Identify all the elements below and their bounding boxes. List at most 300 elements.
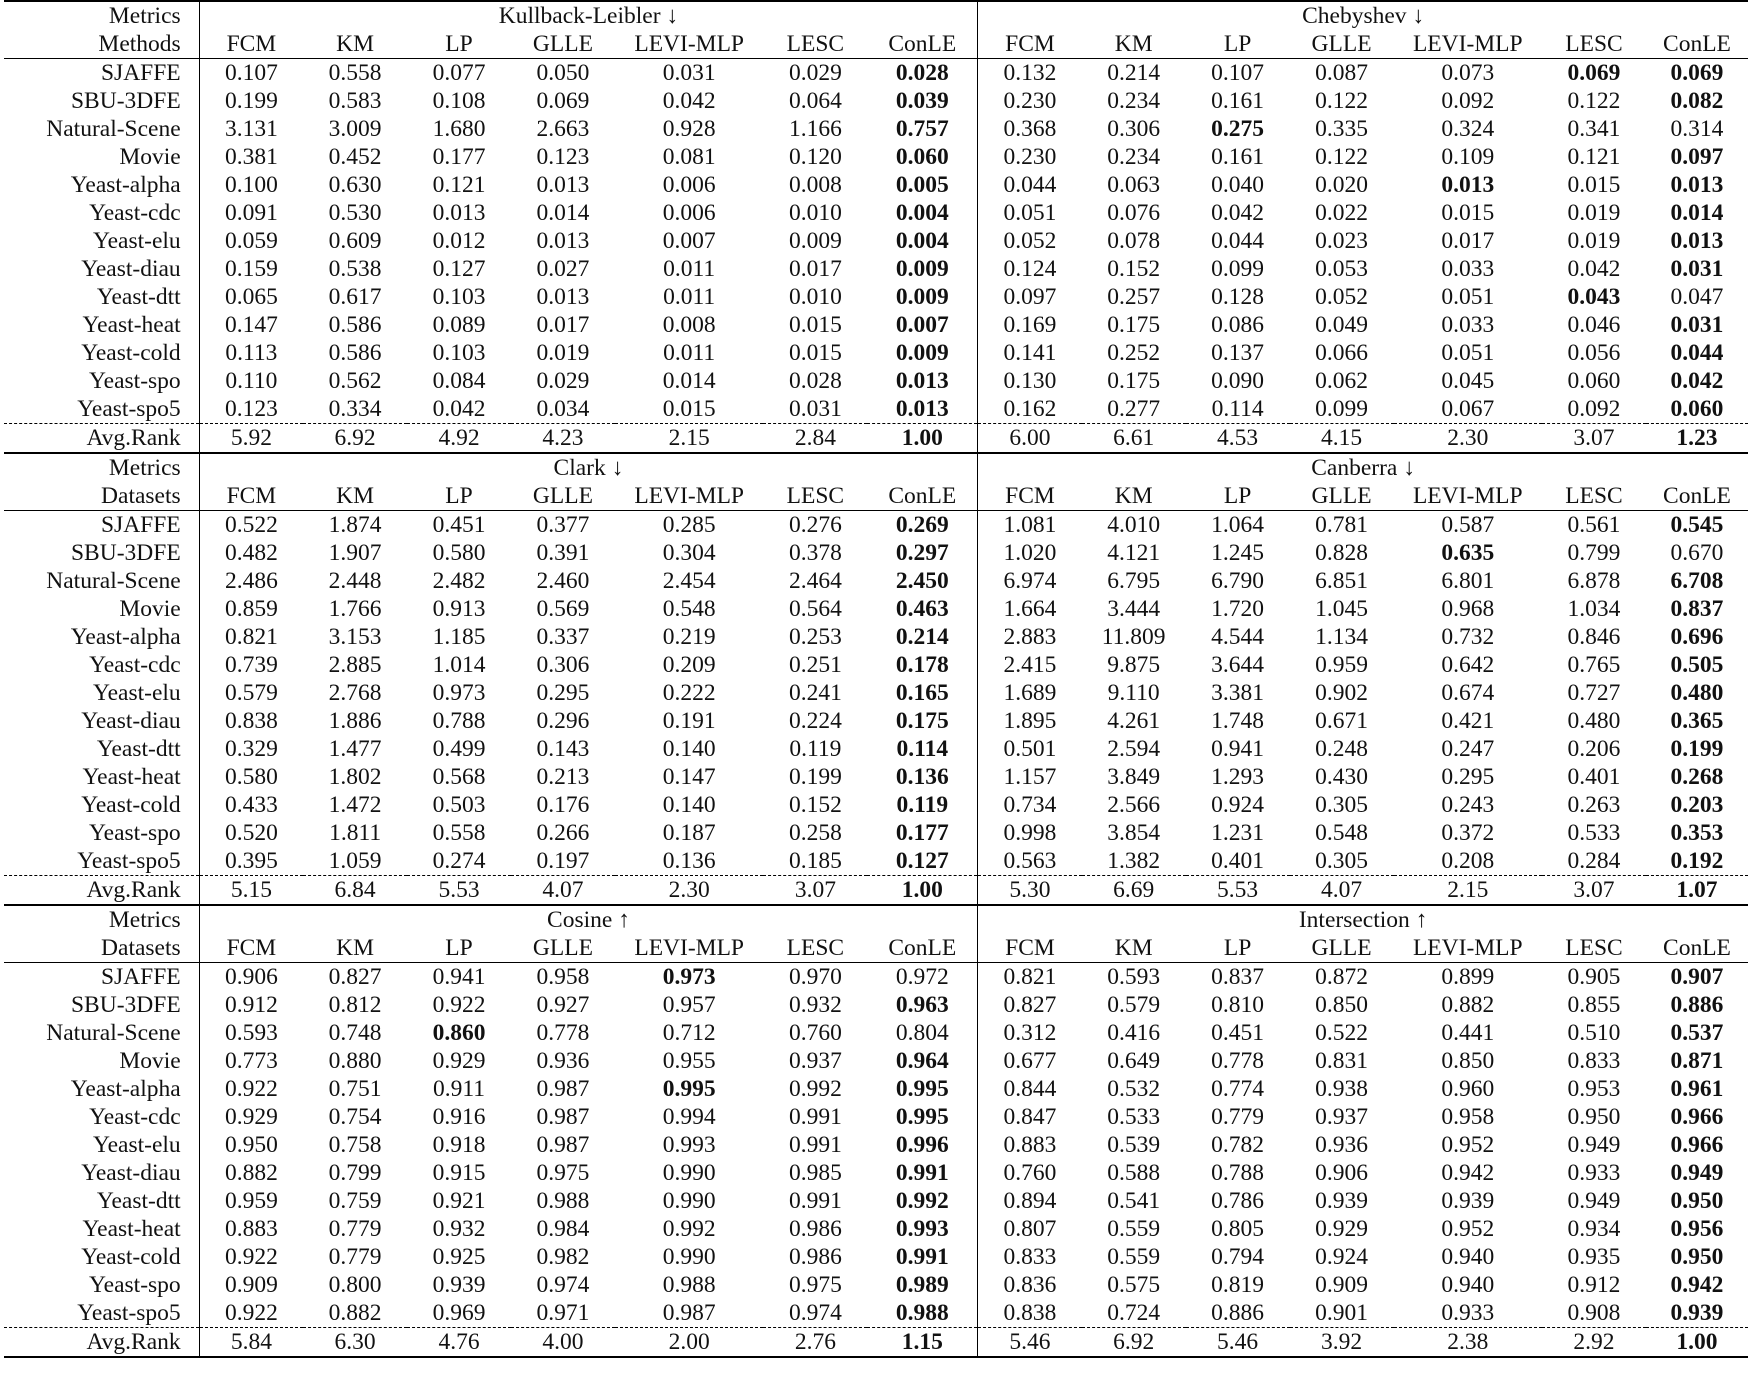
method-header-cell: KM [1082,482,1186,511]
metric-title-left: Cosine ↑ [199,905,978,934]
value-cell: 1.382 [1107,848,1161,874]
best-value: 0.044 [1670,340,1724,366]
value-cell: 0.062 [1315,368,1368,394]
dataset-name: Yeast-cdc [4,651,199,679]
value-cell: 0.899 [1441,964,1495,990]
value-cell: 0.988 [536,1188,590,1214]
value-cell: 0.855 [1567,992,1621,1018]
value-cell: 0.177 [432,144,486,170]
value-cell: 0.161 [1211,88,1265,114]
method-header-cell: LESC [1542,934,1646,963]
avg-rank-cell [1646,1328,1748,1358]
value-cell: 0.140 [662,736,716,762]
best-value: 0.297 [895,540,949,566]
value-cell [1646,87,1748,115]
value-cell: 2.768 [328,680,382,706]
best-value: 0.995 [662,1076,716,1102]
value-cell: 0.969 [432,1300,486,1326]
value-cell: 0.760 [1003,1160,1057,1186]
value-cell: 0.987 [536,1076,590,1102]
best-value: 0.964 [895,1048,949,1074]
value-cell [867,339,977,367]
value-cell: 0.019 [1567,228,1621,254]
best-value: 0.480 [1670,680,1724,706]
value-cell [867,1103,977,1131]
best-value: 0.009 [895,340,949,366]
value-cell: 0.114 [1211,396,1264,422]
best-value: 0.127 [895,848,949,874]
value-cell: 0.938 [1315,1076,1368,1102]
value-cell: 0.110 [225,368,278,394]
value-cell: 0.617 [328,284,382,310]
best-value: 0.635 [1441,540,1495,566]
value-cell: 1.802 [328,764,382,790]
best-value: 0.995 [895,1104,949,1130]
value-cell: 0.779 [328,1244,382,1270]
table-row [4,1187,1748,1215]
value-cell: 0.324 [1441,116,1495,142]
best-value: 0.043 [1567,284,1621,310]
table-row [4,1075,1748,1103]
value-cell: 0.480 [1567,708,1621,734]
value-cell: 0.266 [536,820,590,846]
best-value: 0.199 [1670,736,1724,762]
value-cell: 0.882 [1441,992,1495,1018]
value-cell [867,143,977,171]
table-row [4,1299,1748,1328]
value-cell: 0.883 [224,1216,278,1242]
value-cell: 2.454 [662,568,716,594]
value-cell [1186,115,1290,143]
value-cell: 0.044 [1211,228,1265,254]
best-value: 0.966 [1670,1104,1724,1130]
value-cell: 0.109 [1441,144,1495,170]
best-value: 0.192 [1670,848,1724,874]
value-cell: 0.121 [432,172,486,198]
avg-rank-cell: 6.92 [303,424,407,454]
best-value: 0.039 [895,88,949,114]
value-cell: 0.949 [1567,1188,1621,1214]
value-cell: 0.734 [1003,792,1057,818]
value-cell: 2.482 [432,568,486,594]
value-cell [1646,227,1748,255]
value-cell: 0.091 [224,200,278,226]
value-cell: 0.031 [662,60,716,86]
value-cell: 0.199 [788,764,842,790]
value-cell: 2.415 [1003,652,1057,678]
value-cell: 0.765 [1567,652,1621,678]
value-cell: 0.782 [1211,1132,1265,1158]
value-cell: 0.306 [536,652,590,678]
value-cell: 0.850 [1441,1048,1495,1074]
value-cell: 6.974 [1003,568,1057,594]
value-cell: 0.482 [224,540,278,566]
value-cell: 0.252 [1107,340,1161,366]
value-cell: 0.850 [1315,992,1368,1018]
value-cell: 0.942 [1441,1160,1495,1186]
method-header-cell: LP [407,934,511,963]
value-cell: 0.140 [662,792,716,818]
row-header-label: Datasets [4,934,199,963]
dataset-name: Yeast-heat [4,763,199,791]
value-cell: 0.089 [432,312,486,338]
value-cell [867,255,977,283]
value-cell: 0.921 [432,1188,486,1214]
avg-rank-cell [867,1328,977,1358]
best-value: 0.505 [1670,652,1724,678]
method-header-cell: ConLE [867,482,977,511]
table-row [4,791,1748,819]
value-cell: 0.906 [1315,1160,1368,1186]
value-cell [867,1159,977,1187]
value-cell: 0.230 [1003,144,1057,170]
value-cell: 0.905 [1567,964,1621,990]
table-row [4,1243,1748,1271]
value-cell: 0.069 [536,88,590,114]
value-cell: 0.241 [788,680,842,706]
avg-rank-cell: 5.30 [978,876,1082,906]
value-cell: 0.013 [536,284,590,310]
value-cell: 1.081 [1003,512,1057,538]
row-header-label: Datasets [4,482,199,511]
value-cell: 0.214 [1107,60,1161,86]
value-cell: 0.588 [1107,1160,1161,1186]
value-cell: 0.100 [224,172,278,198]
value-cell: 0.009 [788,228,842,254]
avg-rank-cell: 3.07 [763,876,867,906]
table-row [4,1271,1748,1299]
method-header-cell: LEVI-MLP [615,482,764,511]
best-value: 0.860 [432,1020,486,1046]
best-value: 0.013 [895,368,949,394]
value-cell: 0.821 [224,624,278,650]
table-row [4,143,1748,171]
avg-rank-cell [1646,424,1748,454]
value-cell: 0.939 [1441,1188,1495,1214]
value-cell: 0.049 [1315,312,1368,338]
value-cell: 0.984 [536,1216,590,1242]
value-cell: 0.833 [1003,1244,1057,1270]
value-cell: 0.950 [224,1132,278,1158]
avg-rank-cell: 6.00 [978,424,1082,454]
value-cell: 0.990 [662,1188,716,1214]
value-cell: 0.548 [1315,820,1368,846]
value-cell [867,311,977,339]
method-header-cell: LP [407,482,511,511]
table-row [4,707,1748,735]
dataset-name: SBU-3DFE [4,991,199,1019]
value-cell [615,963,764,992]
value-cell: 0.011 [663,284,716,310]
value-cell: 0.972 [867,963,977,992]
best-avg-rank: 1.07 [1676,877,1718,903]
value-cell: 0.159 [224,256,278,282]
table-row [4,679,1748,707]
value-cell: 0.831 [1315,1048,1368,1074]
method-header-cell: KM [303,30,407,59]
value-cell: 1.014 [432,652,486,678]
value-cell: 0.807 [1003,1216,1057,1242]
best-value: 0.992 [895,1188,949,1214]
table-row [4,1103,1748,1131]
value-cell: 0.022 [1315,200,1368,226]
dataset-name: Yeast-cold [4,1243,199,1271]
value-cell: 4.261 [1107,708,1161,734]
value-cell: 0.421 [1441,708,1495,734]
avg-rank-cell [867,876,977,906]
value-cell [1646,1299,1748,1328]
best-value: 0.007 [895,312,949,338]
best-value: 0.949 [1670,1160,1724,1186]
value-cell: 0.819 [1211,1272,1265,1298]
value-cell: 0.263 [1567,792,1621,818]
value-cell: 0.097 [1003,284,1057,310]
value-cell: 0.838 [1003,1300,1057,1326]
value-cell: 0.958 [1441,1104,1495,1130]
value-cell [1646,1187,1748,1215]
value-cell: 0.090 [1211,368,1265,394]
value-cell: 0.175 [1107,312,1161,338]
best-value: 0.060 [1670,396,1724,422]
value-cell [867,651,977,679]
best-value: 0.177 [895,820,949,846]
value-cell: 0.916 [432,1104,486,1130]
value-cell: 6.878 [1567,568,1621,594]
best-value: 0.966 [1670,1132,1724,1158]
value-cell: 0.284 [1567,848,1621,874]
value-cell: 1.059 [328,848,382,874]
value-cell: 0.987 [536,1104,590,1130]
avg-rank-cell: 4.07 [1290,876,1394,906]
value-cell: 0.968 [1441,596,1495,622]
value-cell: 0.113 [225,340,278,366]
value-cell: 0.086 [1211,312,1265,338]
value-cell [867,59,977,88]
value-cell: 0.674 [1441,680,1495,706]
metric-title-left: Kullback-Leibler ↓ [199,1,978,30]
value-cell: 0.052 [1003,228,1057,254]
best-value: 0.963 [895,992,949,1018]
value-cell: 0.579 [1107,992,1161,1018]
value-cell: 0.132 [1003,60,1057,86]
value-cell: 3.381 [1211,680,1265,706]
value-cell: 0.758 [328,1132,382,1158]
value-cell: 0.779 [1211,1104,1265,1130]
avg-rank-label: Avg.Rank [4,424,199,454]
avg-rank-cell: 3.92 [1290,1328,1394,1358]
value-cell: 0.122 [1567,88,1621,114]
value-cell: 0.933 [1441,1300,1495,1326]
method-header-cell: FCM [978,30,1082,59]
value-cell: 0.902 [1315,680,1368,706]
value-cell: 0.559 [1107,1244,1161,1270]
value-cell: 0.974 [788,1300,842,1326]
value-cell: 0.953 [1567,1076,1621,1102]
value-cell: 1.895 [1003,708,1057,734]
avg-rank-label: Avg.Rank [4,876,199,906]
value-cell [1646,171,1748,199]
dataset-name: Yeast-alpha [4,171,199,199]
avg-rank-cell: 2.92 [1542,1328,1646,1358]
value-cell: 1.766 [328,596,382,622]
avg-rank-row [4,1328,1748,1358]
best-value: 0.995 [895,1076,949,1102]
value-cell: 0.975 [788,1272,842,1298]
value-cell: 0.922 [224,1244,278,1270]
value-cell: 0.274 [432,848,486,874]
avg-rank-cell: 4.00 [511,1328,615,1358]
value-cell: 0.401 [1567,764,1621,790]
value-cell: 0.099 [1315,396,1368,422]
value-cell: 0.296 [536,708,590,734]
value-cell: 0.993 [662,1132,716,1158]
method-header-cell: ConLE [867,934,977,963]
value-cell: 0.013 [536,228,590,254]
best-value: 0.165 [895,680,949,706]
value-cell: 0.391 [536,540,590,566]
value-cell [867,595,977,623]
value-cell [1646,367,1748,395]
best-value: 0.950 [1670,1188,1724,1214]
value-cell: 0.050 [536,60,590,86]
table-row [4,735,1748,763]
method-header-cell: LESC [1542,30,1646,59]
value-cell: 0.957 [662,992,716,1018]
method-header-cell: LESC [763,934,867,963]
value-cell: 0.991 [788,1132,842,1158]
value-cell: 0.912 [224,992,278,1018]
value-cell: 0.185 [788,848,842,874]
value-cell: 0.952 [1441,1132,1495,1158]
value-cell: 0.847 [1003,1104,1057,1130]
value-cell: 0.045 [1441,368,1495,394]
value-cell: 0.579 [224,680,278,706]
value-cell: 6.851 [1315,568,1368,594]
value-cell: 0.532 [1107,1076,1161,1102]
value-cell: 0.838 [224,708,278,734]
method-header-cell: FCM [978,934,1082,963]
metric-title-row [4,905,1748,934]
table-row [4,59,1748,88]
value-cell [1646,651,1748,679]
value-cell [867,819,977,847]
value-cell: 0.754 [328,1104,382,1130]
value-cell: 0.305 [1315,848,1368,874]
value-cell [1646,1159,1748,1187]
best-value: 0.097 [1670,144,1724,170]
value-cell: 0.959 [224,1188,278,1214]
value-cell [1646,143,1748,171]
method-header-cell: LEVI-MLP [615,934,764,963]
value-cell: 0.883 [1003,1132,1057,1158]
value-cell: 0.152 [788,792,842,818]
value-cell: 0.015 [788,312,842,338]
value-cell: 0.092 [1441,88,1495,114]
value-cell [867,707,977,735]
value-cell [1646,847,1748,876]
dataset-name: Yeast-diau [4,255,199,283]
value-cell: 1.157 [1003,764,1057,790]
value-cell: 6.790 [1211,568,1265,594]
value-cell [1646,511,1748,540]
table-row [4,1131,1748,1159]
best-value: 0.950 [1670,1244,1724,1270]
value-cell: 0.909 [1315,1272,1368,1298]
value-cell: 0.786 [1211,1188,1265,1214]
value-cell [1646,567,1748,595]
method-header-cell: LP [407,30,511,59]
value-cell: 0.064 [788,88,842,114]
value-cell: 0.788 [1211,1160,1265,1186]
value-cell: 0.940 [1441,1244,1495,1270]
value-cell: 0.940 [1441,1272,1495,1298]
value-cell: 0.649 [1107,1048,1161,1074]
value-cell: 0.911 [433,1076,486,1102]
value-cell: 0.335 [1315,116,1368,142]
value-cell: 0.019 [536,340,590,366]
avg-rank-cell: 2.30 [615,876,764,906]
value-cell: 0.970 [788,964,842,990]
value-cell: 0.959 [1315,652,1368,678]
value-cell: 0.377 [536,512,590,538]
value-cell: 0.206 [1567,736,1621,762]
value-cell: 0.103 [432,340,486,366]
value-cell: 0.066 [1315,340,1368,366]
value-cell: 3.444 [1107,596,1161,622]
value-cell: 0.143 [536,736,590,762]
value-cell: 0.334 [328,396,382,422]
best-avg-rank: 1.15 [901,1329,943,1355]
value-cell: 0.799 [328,1160,382,1186]
value-cell: 0.253 [788,624,842,650]
results-table [4,0,1748,1358]
value-cell [1646,595,1748,623]
value-cell [1646,707,1748,735]
value-cell: 0.230 [1003,88,1057,114]
method-header-cell: ConLE [1646,482,1748,511]
value-cell: 1.034 [1567,596,1621,622]
value-cell [867,763,977,791]
best-value: 0.907 [1670,964,1724,990]
value-cell: 0.197 [536,848,590,874]
value-cell: 0.162 [1003,396,1057,422]
value-cell: 0.176 [536,792,590,818]
value-cell: 0.042 [662,88,716,114]
value-cell: 0.213 [536,764,590,790]
value-cell: 0.935 [1567,1244,1621,1270]
best-value: 0.886 [1670,992,1724,1018]
value-cell: 0.833 [1567,1048,1621,1074]
best-value: 0.178 [895,652,949,678]
value-cell: 0.084 [432,368,486,394]
value-cell: 0.243 [1441,792,1495,818]
value-cell: 0.520 [224,820,278,846]
best-value: 0.175 [895,708,949,734]
value-cell: 0.932 [788,992,842,1018]
value-cell: 0.941 [1211,736,1265,762]
value-cell: 0.017 [1441,228,1495,254]
best-avg-rank: 1.00 [1676,1329,1718,1355]
value-cell: 0.065 [224,284,278,310]
value-cell: 0.563 [1003,848,1057,874]
value-cell: 0.901 [1315,1300,1368,1326]
best-value: 0.009 [895,284,949,310]
best-value: 0.069 [1567,60,1621,86]
value-cell: 0.922 [432,992,486,1018]
best-value: 6.708 [1670,568,1724,594]
dataset-name: Natural-Scene [4,115,199,143]
value-cell: 0.063 [1107,172,1161,198]
